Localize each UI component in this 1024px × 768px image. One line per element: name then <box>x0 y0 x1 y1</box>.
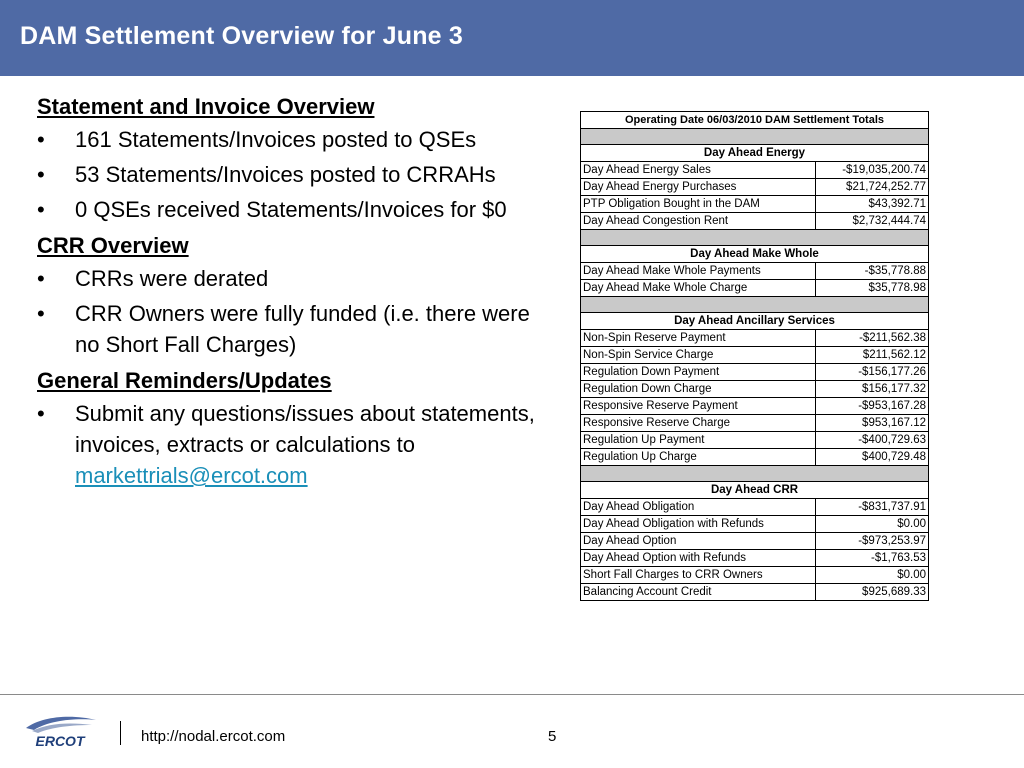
row-value: -$1,763.53 <box>816 550 929 567</box>
table-spacer-row <box>581 297 929 313</box>
row-label: Day Ahead Option <box>581 533 816 550</box>
footer-divider <box>0 694 1024 695</box>
row-label: Regulation Down Payment <box>581 364 816 381</box>
row-value: $35,778.98 <box>816 280 929 297</box>
table-row <box>581 533 929 550</box>
row-label: Responsive Reserve Payment <box>581 398 816 415</box>
bullet-symbol: • <box>37 162 45 187</box>
bullet-text: CRRs were derated <box>75 266 269 291</box>
table-row <box>581 347 929 364</box>
row-label: Non-Spin Service Charge <box>581 347 816 364</box>
row-value: $21,724,252.77 <box>816 179 929 196</box>
section-heading-statements: Statement and Invoice Overview <box>37 94 375 119</box>
row-label: Regulation Up Charge <box>581 449 816 466</box>
bullet-item <box>37 194 557 225</box>
section-heading-reminders: General Reminders/Updates <box>37 368 332 393</box>
row-value: -$973,253.97 <box>816 533 929 550</box>
table-row <box>581 398 929 415</box>
bullet-symbol: • <box>37 301 45 326</box>
table-row <box>581 213 929 230</box>
email-link[interactable]: markettrials@ercot.com <box>75 463 308 488</box>
table-row <box>581 179 929 196</box>
row-label: Short Fall Charges to CRR Owners <box>581 567 816 584</box>
row-value: -$35,778.88 <box>816 263 929 280</box>
settlement-totals-table <box>580 111 929 601</box>
bullet-item <box>37 124 557 155</box>
group-heading: Day Ahead CRR <box>581 482 929 499</box>
crr-bullets <box>37 263 557 360</box>
row-value: $43,392.71 <box>816 196 929 213</box>
row-label: Day Ahead Obligation <box>581 499 816 516</box>
bullet-item <box>37 398 557 491</box>
table-row <box>581 364 929 381</box>
section-heading-crr: CRR Overview <box>37 233 189 258</box>
row-label: Day Ahead Congestion Rent <box>581 213 816 230</box>
row-label: Regulation Down Charge <box>581 381 816 398</box>
row-value: $400,729.48 <box>816 449 929 466</box>
row-value: -$953,167.28 <box>816 398 929 415</box>
group-heading: Day Ahead Ancillary Services <box>581 313 929 330</box>
row-value: -$831,737.91 <box>816 499 929 516</box>
footer-url[interactable]: http://nodal.ercot.com <box>141 728 286 745</box>
row-label: PTP Obligation Bought in the DAM <box>581 196 816 213</box>
row-label: Responsive Reserve Charge <box>581 415 816 432</box>
page-number: 5 <box>548 728 557 745</box>
table-row <box>581 584 929 601</box>
table-row <box>581 567 929 584</box>
table-row <box>581 263 929 280</box>
footer-separator <box>120 721 121 745</box>
row-value: -$19,035,200.74 <box>816 162 929 179</box>
bullet-item <box>37 298 557 360</box>
row-value: $925,689.33 <box>816 584 929 601</box>
row-value: $2,732,444.74 <box>816 213 929 230</box>
table-row <box>581 381 929 398</box>
slide-title: DAM Settlement Overview for June 3 <box>20 22 464 50</box>
bullet-symbol: • <box>37 266 45 291</box>
row-label: Day Ahead Make Whole Payments <box>581 263 816 280</box>
table-title: Operating Date 06/03/2010 DAM Settlement Totals <box>581 112 929 129</box>
group-heading: Day Ahead Energy <box>581 145 929 162</box>
bullet-text: 53 Statements/Invoices posted to CRRAHs <box>75 162 496 187</box>
table-row <box>581 162 929 179</box>
row-value: -$400,729.63 <box>816 432 929 449</box>
logo-text: ERCOT <box>35 733 85 749</box>
row-label: Regulation Up Payment <box>581 432 816 449</box>
row-label: Balancing Account Credit <box>581 584 816 601</box>
bullet-symbol: • <box>37 401 45 426</box>
row-value: -$211,562.38 <box>816 330 929 347</box>
row-value: $211,562.12 <box>816 347 929 364</box>
group-heading: Day Ahead Make Whole <box>581 246 929 263</box>
statement-bullets <box>37 124 557 225</box>
row-value: $0.00 <box>816 567 929 584</box>
row-label: Day Ahead Option with Refunds <box>581 550 816 567</box>
table-row <box>581 330 929 347</box>
row-value: $156,177.32 <box>816 381 929 398</box>
row-label: Day Ahead Obligation with Refunds <box>581 516 816 533</box>
row-label: Day Ahead Make Whole Charge <box>581 280 816 297</box>
bullet-item <box>37 159 557 190</box>
overview-text <box>37 92 557 497</box>
bullet-item <box>37 263 557 294</box>
row-label: Day Ahead Energy Sales <box>581 162 816 179</box>
table-row <box>581 280 929 297</box>
row-value: $0.00 <box>816 516 929 533</box>
table-row <box>581 516 929 533</box>
table-spacer-row <box>581 129 929 145</box>
bullet-text: CRR Owners were fully funded (i.e. there were no Short Fall Charges) <box>75 301 530 357</box>
table-row <box>581 449 929 466</box>
row-label: Non-Spin Reserve Payment <box>581 330 816 347</box>
row-label: Day Ahead Energy Purchases <box>581 179 816 196</box>
title-bar <box>0 0 1024 76</box>
row-value: -$156,177.26 <box>816 364 929 381</box>
table-row <box>581 550 929 567</box>
table-row <box>581 499 929 516</box>
table-row <box>581 432 929 449</box>
table-spacer-row <box>581 230 929 246</box>
reminder-bullets <box>37 398 557 491</box>
bullet-symbol: • <box>37 197 45 222</box>
table-spacer-row <box>581 466 929 482</box>
bullet-text: 0 QSEs received Statements/Invoices for $0 <box>75 197 507 222</box>
bullet-text: 161 Statements/Invoices posted to QSEs <box>75 127 477 152</box>
ercot-logo <box>20 714 100 750</box>
table-row <box>581 196 929 213</box>
bullet-text: Submit any questions/issues about statements, invoices, extracts or calculations to <box>75 401 535 457</box>
table-row <box>581 415 929 432</box>
row-value: $953,167.12 <box>816 415 929 432</box>
bullet-symbol: • <box>37 127 45 152</box>
